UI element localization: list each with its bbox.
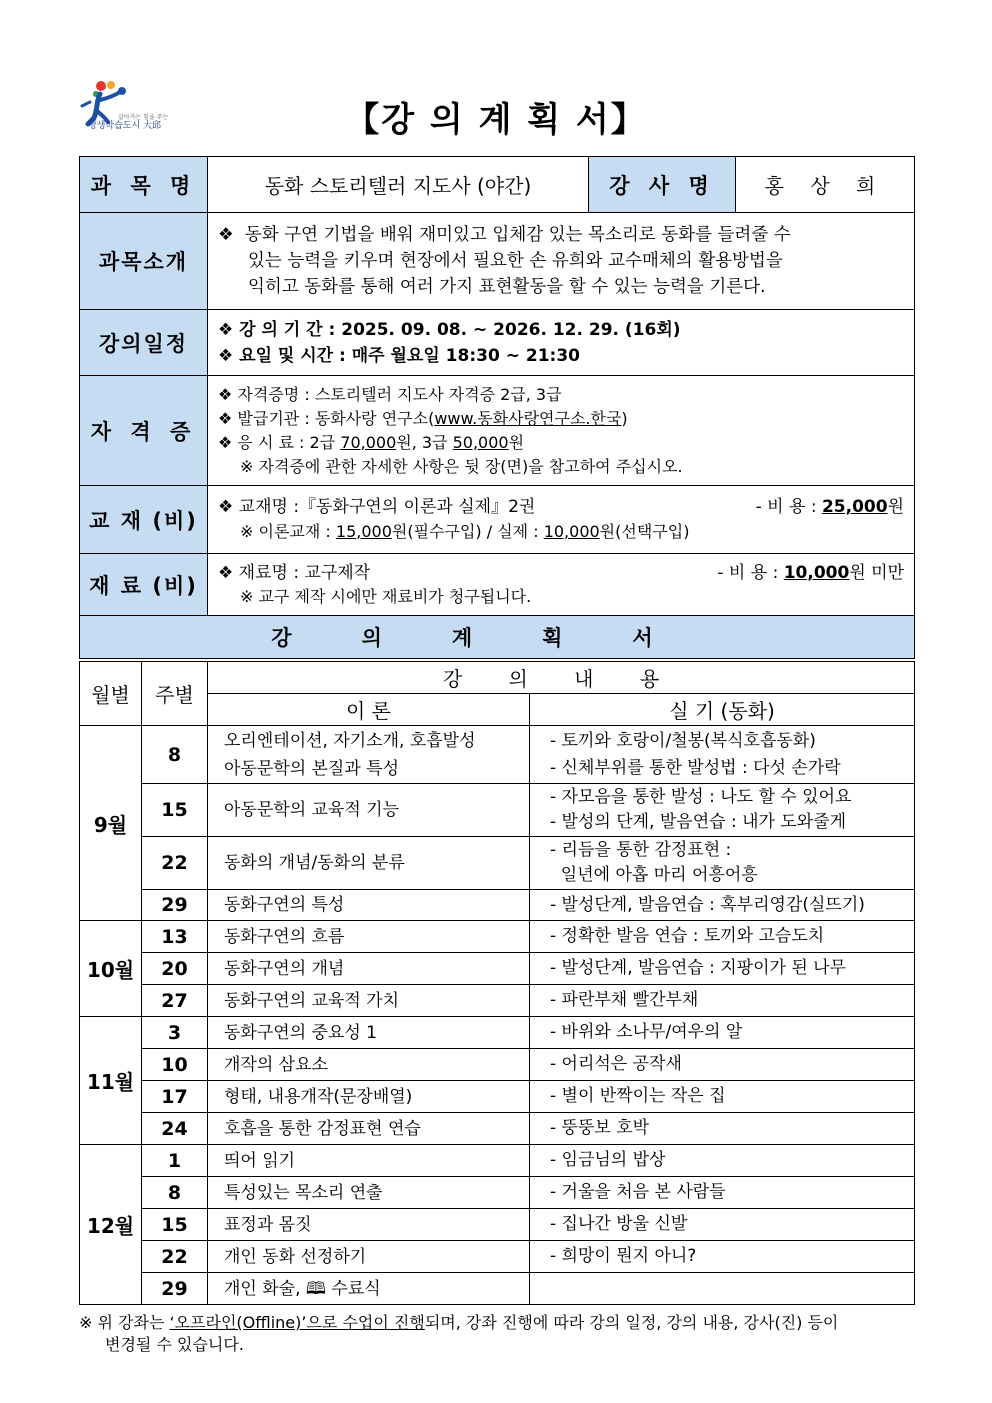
textbook-note: ※ 이론교재 : 15,000원(필수구입) / 실제 : 10,000원(선택구입) [240, 522, 690, 541]
table-row [80, 985, 915, 1017]
week-cell: 1 [142, 1145, 208, 1177]
month-cell: 9월 [80, 726, 142, 921]
footer-note: ※ 위 강좌는 ‘오프라인(Offline)’으로 수업이 진행되며, 강좌 진행에 따라 강의 일정, 강의 내용, 강사(진) 등이 변경될 수 있습니다. [79, 1313, 839, 1354]
practice-cell: - 집나간 방울 신발 [530, 1209, 915, 1241]
intro-content [208, 213, 915, 310]
practice-cell [530, 1273, 915, 1305]
theory-cell: 동화구연의 흐름 [208, 921, 530, 953]
certificate-issuer: ❖ 발급기관 : 동화사랑 연구소(www.동화사랑연구소.한국) [218, 408, 628, 428]
week-cell: 22 [142, 837, 208, 890]
instructor-label: 강 사 명 [589, 157, 736, 213]
table-row [80, 953, 915, 985]
week-cell: 15 [142, 1209, 208, 1241]
theory-cell: 동화구연의 교육적 가치 [208, 985, 530, 1017]
materials-content [208, 554, 915, 616]
table-row [80, 890, 915, 921]
table-row [80, 837, 915, 890]
practice-cell: - 희망이 뭔지 아니? [530, 1241, 915, 1273]
month-cell: 10월 [80, 921, 142, 1017]
practice-cell: - 바위와 소나무/여우의 알 [530, 1017, 915, 1049]
intro-line-1: 동화 구연 기법을 배워 재미있고 입체감 있는 목소리로 동화를 들려줄 수 [244, 225, 791, 245]
week-cell: 8 [142, 1177, 208, 1209]
col-week: 주별 [142, 662, 208, 726]
theory-cell: 동화구연의 개념 [208, 953, 530, 985]
theory-cell: 동화구연의 특성 [208, 890, 530, 921]
certificate-label: 자 격 증 [80, 376, 208, 486]
textbook-cost: - 비 용 : 25,000원 [755, 497, 904, 517]
logo-slogan: 살아가는 힘을 주는 [118, 114, 169, 121]
col-practice: 실 기 (동화) [530, 694, 915, 726]
practice-cell: - 뚱뚱보 호박 [530, 1113, 915, 1145]
plan-banner: 강의계획서 [80, 616, 915, 659]
schedule-period: ❖ 강 의 기 간 : 2025. 09. 08. ~ 2026. 12. 29. (16회) [218, 319, 681, 340]
theory-cell: 형태, 내용개작(문장배열) [208, 1081, 530, 1113]
theory-cell: 개작의 삼요소 [208, 1049, 530, 1081]
practice-cell: - 어리석은 공작새 [530, 1049, 915, 1081]
table-row [80, 1145, 915, 1177]
theory-cell: 특성있는 목소리 연출 [208, 1177, 530, 1209]
course-name: 동화 스토리텔러 지도사 (야간) [208, 157, 589, 213]
page-title: 【강 의 계 획 서】 [345, 100, 647, 140]
certificate-content [208, 376, 915, 486]
col-theory: 이 론 [208, 694, 530, 726]
certificate-fee: ❖ 응 시 료 : 2급 70,000원, 3급 50,000원 [218, 432, 525, 452]
practice-cell: - 별이 반짝이는 작은 집 [530, 1081, 915, 1113]
week-cell: 13 [142, 921, 208, 953]
practice-cell: - 발성단계, 발음연습 : 혹부리영감(실뜨기) [530, 890, 915, 921]
week-cell: 15 [142, 784, 208, 837]
materials-label: 재 료 (비) [80, 554, 208, 616]
schedule-content [208, 310, 915, 376]
practice-cell: - 리듬을 통한 감정표현 : 일년에 아홉 마리 어흥어흥 [530, 837, 915, 890]
week-cell: 20 [142, 953, 208, 985]
table-row [80, 1273, 915, 1305]
table-row [80, 921, 915, 953]
theory-cell: 아동문학의 교육적 기능 [208, 784, 530, 837]
table-row [80, 1177, 915, 1209]
table-row [80, 1209, 915, 1241]
issuer-link[interactable]: www.동화사랑연구소.한국 [434, 408, 622, 428]
week-cell: 3 [142, 1017, 208, 1049]
table-row [80, 1241, 915, 1273]
certificate-note: ※ 자격증에 관한 자세한 사항은 뒷 장(면)을 참고하여 주십시오. [240, 456, 683, 476]
table-row [80, 1113, 915, 1145]
intro-label: 과목소개 [80, 213, 208, 310]
practice-cell: - 임금님의 밥상 [530, 1145, 915, 1177]
certificate-name: ❖ 자격증명 : 스토리텔러 지도사 자격증 2급, 3급 [218, 384, 562, 404]
schedule-time: ❖ 요일 및 시간 : 매주 월요일 18:30 ~ 21:30 [218, 345, 580, 366]
table-row [80, 784, 915, 837]
course-name-label: 과 목 명 [80, 157, 208, 213]
practice-cell: - 발성단계, 발음연습 : 지팡이가 된 나무 [530, 953, 915, 985]
textbook-label: 교 재 (비) [80, 486, 208, 554]
month-cell: 12월 [80, 1145, 142, 1305]
theory-cell: 오리엔테이션, 자기소개, 호흡발성 아동문학의 본질과 특성 [208, 726, 530, 784]
table-row [80, 726, 915, 784]
intro-line-3: 익히고 동화를 통해 여러 가지 표현활동을 할 수 있는 능력을 기른다. [248, 277, 766, 297]
practice-cell: - 자모음을 통한 발성 : 나도 할 수 있어요 - 발성의 단계, 발음연습 : 내가 도와줄게 [530, 784, 915, 837]
table-row [80, 1017, 915, 1049]
logo-city-name: 평생학습도시 大邱 [88, 121, 162, 131]
col-content: 강 의 내 용 [208, 662, 915, 694]
theory-cell: 개인 동화 선정하기 [208, 1241, 530, 1273]
week-cell: 10 [142, 1049, 208, 1081]
week-cell: 24 [142, 1113, 208, 1145]
week-cell: 29 [142, 890, 208, 921]
week-cell: 29 [142, 1273, 208, 1305]
table-row [80, 1049, 915, 1081]
theory-cell: 동화의 개념/동화의 분류 [208, 837, 530, 890]
theory-cell: 호흡을 통한 감정표현 연습 [208, 1113, 530, 1145]
bullet-icon: ❖ [218, 225, 234, 245]
instructor-name: 홍 상 희 [736, 157, 915, 213]
table-row [80, 1081, 915, 1113]
col-month: 월별 [80, 662, 142, 726]
materials-note: ※ 교구 제작 시에만 재료비가 청구됩니다. [240, 586, 532, 606]
practice-cell: - 거울을 처음 본 사람들 [530, 1177, 915, 1209]
week-cell: 22 [142, 1241, 208, 1273]
course-info-table [79, 156, 915, 659]
practice-cell: - 파란부채 빨간부채 [530, 985, 915, 1017]
theory-cell: 띄어 읽기 [208, 1145, 530, 1177]
textbook-content [208, 486, 915, 554]
theory-cell: 표정과 몸짓 [208, 1209, 530, 1241]
schedule-table [79, 661, 915, 1305]
intro-line-2: 있는 능력을 키우며 현장에서 필요한 손 유희와 교수매체의 활용방법을 [248, 251, 783, 271]
practice-cell: - 정확한 발음 연습 : 토끼와 고슴도치 [530, 921, 915, 953]
month-cell: 11월 [80, 1017, 142, 1145]
practice-cell: - 토끼와 호랑이/철봉(복식호흡동화) - 신체부위를 통한 발성법 : 다섯 손가락 [530, 726, 915, 784]
textbook-name: ❖ 교재명 :『동화구연의 이론과 실제』2권 [218, 497, 536, 517]
week-cell: 8 [142, 726, 208, 784]
schedule-label: 강의일정 [80, 310, 208, 376]
week-cell: 17 [142, 1081, 208, 1113]
materials-name: ❖ 재료명 : 교구제작 [218, 562, 371, 583]
week-cell: 27 [142, 985, 208, 1017]
theory-cell: 개인 화술, 🕮 수료식 [208, 1273, 530, 1305]
theory-cell: 동화구연의 중요성 1 [208, 1017, 530, 1049]
materials-cost: - 비 용 : 10,000원 미만 [717, 562, 904, 583]
